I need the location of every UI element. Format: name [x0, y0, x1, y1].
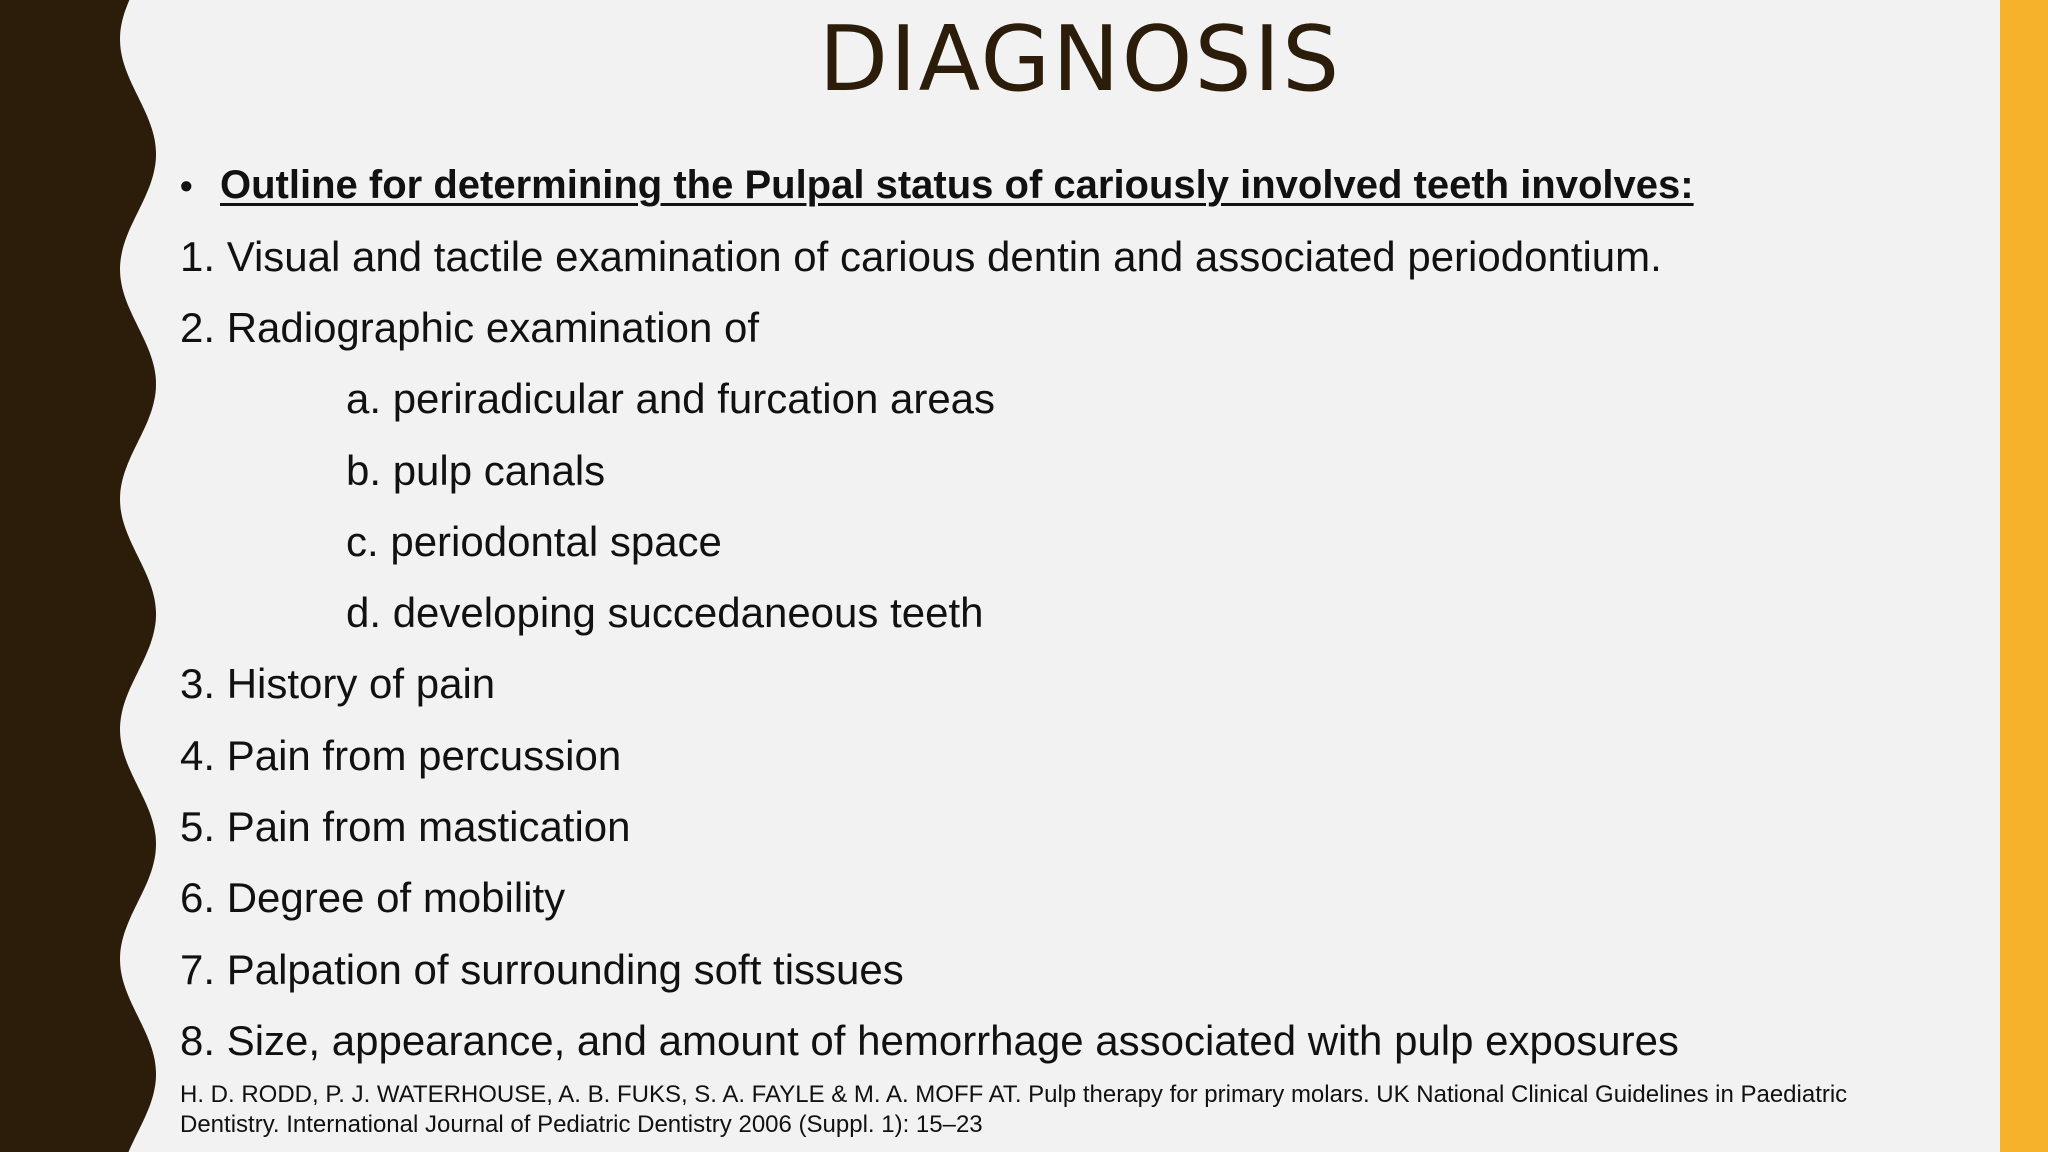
outline-item: 7. Palpation of surrounding soft tissues: [180, 945, 904, 993]
outline-item: 2. Radiographic examination of: [180, 303, 760, 351]
outline-subitem: a. periradicular and furcation areas: [346, 375, 996, 423]
outline-item: 4. Pain from percussion: [180, 731, 622, 779]
outline-item: 1. Visual and tactile examination of carious dentin and associated periodontium.: [180, 232, 1662, 280]
slide-content: [180, 150, 1980, 1077]
bullet-icon: •: [180, 164, 193, 206]
outline-heading-text: Outline for determining the Pulpal status of cariously involved teeth involves:: [220, 163, 1694, 207]
outline-subitem: c. periodontal space: [346, 517, 722, 565]
right-accent-band: [2000, 0, 2048, 1152]
slide-title: DIAGNOSIS: [818, 7, 1342, 112]
outline-heading: [180, 150, 1980, 221]
outline-item: 8. Size, appearance, and amount of hemorrhage associated with pulp exposures: [180, 1016, 1679, 1064]
left-wavy-band: [0, 0, 160, 1152]
outline-subitem: b. pulp canals: [346, 446, 606, 494]
reference-citation: H. D. RODD, P. J. WATERHOUSE, A. B. FUKS, S. A. FAYLE & M. A. MOFF AT. Pulp therapy for primary molars. UK National Clinical Guidelines in Paediatric Dentistry. International Journal of Pediatric Dentistry 2006 (Suppl. 1): 15–23: [180, 1081, 1848, 1138]
outline-item: 3. History of pain: [180, 660, 496, 708]
outline-list: [180, 221, 1980, 1077]
outline-subitem: d. developing succedaneous teeth: [346, 589, 984, 637]
outline-item: 5. Pain from mastication: [180, 803, 631, 851]
outline-item: 6. Degree of mobility: [180, 874, 566, 922]
